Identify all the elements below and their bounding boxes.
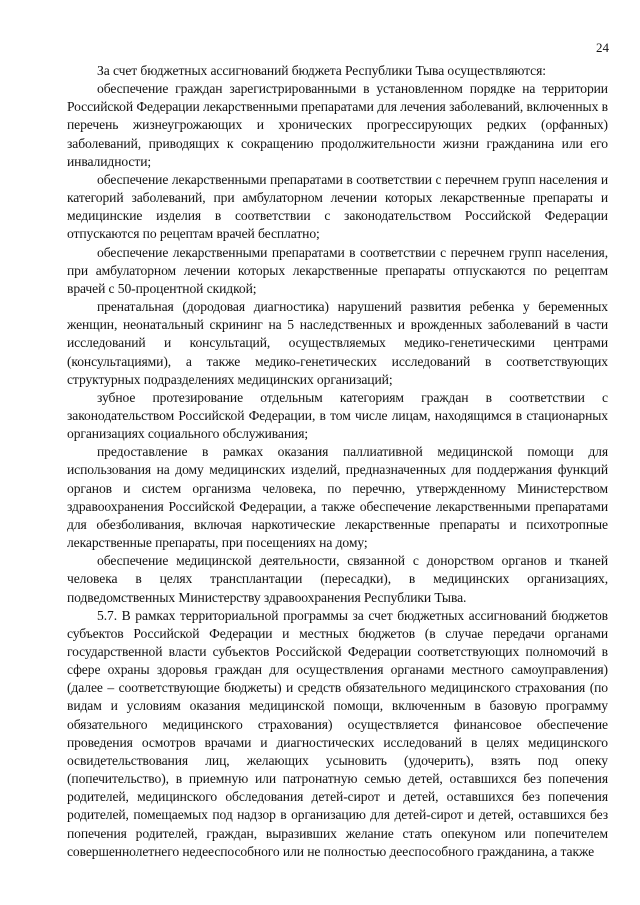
paragraph-intro: За счет бюджетных ассигнований бюджета Республики Тыва осуществляются:: [97, 63, 546, 78]
paragraph-free-prescriptions: обеспечение лекарственными препаратами в соответствии с перечнем групп населения и категорий заболеваний, при амбулаторном лечении которых лекарственные препараты и медицинские изделия в соответствии с законодательством Российской Федерации отпускаются по рецептам врачей бесплатно;: [67, 171, 608, 242]
paragraph-discount-prescriptions: обеспечение лекарственными препаратами в соответствии с перечнем групп населения, при амбулаторном лечении которых лекарственные препараты отпускаются по рецептам врачей с 50-процентной скидкой;: [67, 244, 608, 296]
paragraph-palliative-care: предоставление в рамках оказания паллиативной медицинской помощи для использования на дому медицинских изделий, предназначенных для поддержания функций органов и систем организма человека, по перечню, утвержденному Министерством здравоохранения Российской Федерации, а также обеспечение лекарственными препаратами для обезболивания, включая наркотические лекарственные препараты и психотропные лекарственные препараты, при посещениях на дому;: [67, 444, 608, 551]
paragraph-orphan-diseases: обеспечение граждан зарегистрированными в установленном порядке на территории Российской Федерации лекарственными препаратами для лечения заболеваний, включенных в перечень жизнеугрожающих и хронических прогрессирующих редких (орфанных) заболеваний, приводящих к сокращению продолжительности жизни гражданина или его инвалидности;: [67, 81, 608, 169]
paragraph-dental-prosthetics: зубное протезирование отдельным категориям граждан в соответствии с законодательством Российской Федерации, в том числе лицам, находящимся в стационарных организациях социального обслуживания;: [67, 389, 608, 442]
paragraph-prenatal-diagnostics: пренатальная (дородовая диагностика) нарушений развития ребенка у беременных женщин, неонатальный скрининг на 5 наследственных и врожденных заболеваний в части исследований и консультаций, осуществляемых медико-генетическими центрами (консультациями), а также медико-генетических исследований в соответствующих структурных подразделениях медицинских организаций;: [67, 299, 608, 387]
page-number: 24: [596, 40, 609, 55]
paragraph-section-5-7: 5.7. В рамках территориальной программы за счет бюджетных ассигнований бюджетов субъектов Российской Федерации и местных бюджетов (в случае передачи органами государственной власти субъектов Российской Федерации соответствующих полномочий в сфере охраны здоровья граждан для осуществления органами местного самоуправления) (далее – соответствующие бюджеты) и средств обязательного медицинского страхования (по видам и условиям оказания медицинской помощи, включенным в базовую программу обязательного медицинского страхования) осуществляется финансовое обеспечение проведения осмотров врачами и диагностических исследований в целях медицинского освидетельствования лиц, желающих усыновить (удочерить), взять под опеку (попечительство), в приемную или патронатную семью детей, оставшихся без попечения родителей, медицинского обследования детей-сирот и детей, оставшихся без попечения родителей, помещаемых под надзор в организацию для детей-сирот и детей, оставшихся без попечения родителей, граждан, выразивших желание стать опекуном или попечителем совершеннолетнего недееспособного или не полностью дееспособного гражданина, а также: [67, 607, 608, 859]
document-body: [67, 62, 608, 861]
paragraph-organ-donation: обеспечение медицинской деятельности, связанной с донорством органов и тканей человека в целях трансплантации (пересадки), в медицинских организациях, подведомственных Министерству здравоохранения Республики Тыва.: [67, 553, 608, 605]
